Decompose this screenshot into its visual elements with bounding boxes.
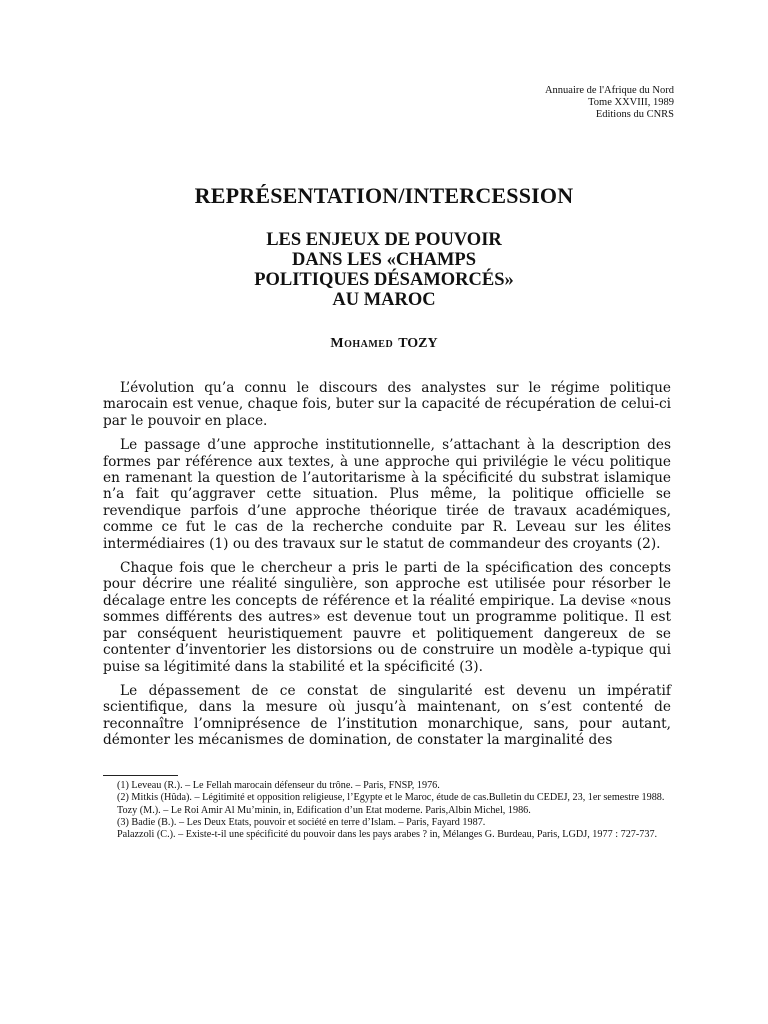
article-title: REPRÉSENTATION/INTERCESSION (194, 183, 574, 208)
footnote-divider (103, 775, 178, 776)
author-first-name: Mohamed (330, 336, 394, 351)
body-paragraph: Chaque fois que le chercheur a pris le parti de la spécification des concepts pour décrire une réalité singulière, son approche est utilisée pour résorber le décalage entre les concepts de référence et la réalité empirique. La devise «nous sommes différents des autres» est devenue tout un programme politique. Il est par conséquent heuristiquement pauvre et politiquement dangereux de se contenter d’inventorier les distorsions ou de construire un modèle a-typique qui puise sa légitimité dans la stabilité et la spécificité (3). (103, 560, 671, 675)
subtitle-line: LES ENJEUX DE POUVOIR (266, 230, 502, 250)
footnote: (3) Badie (B.). – Les Deux Etats, pouvoir et société en terre d’Islam. – Paris, Fayard 1987. (117, 816, 486, 828)
footnote: Tozy (M.). – Le Roi Amir Al Mu’minin, in, Edification d’un Etat moderne. Paris,Albin Michel, 1986. (117, 804, 531, 816)
journal-header (545, 85, 674, 121)
article-body (103, 380, 671, 757)
journal-name: Annuaire de l'Afrique du Nord (544, 85, 674, 96)
article-subtitle (0, 230, 768, 310)
subtitle-line: AU MAROC (332, 290, 436, 310)
footnote: (2) Mitkis (Hûda). – Légitimité et opposition religieuse, l’Egypte et le Maroc, étude de cas.Bulletin du CEDEJ, 23, 1er semestre 1988. (117, 792, 665, 804)
journal-volume: Tome XXVIII, 1989 (588, 97, 674, 108)
body-paragraph: Le passage d’une approche institutionnelle, s’attachant à la description des formes par référence aux textes, à une approche qui privilégie le vécu politique en ramenant la question de l’autoritarisme à la spécificité du substrat islamique n’a fait qu’aggraver cette situation. Plus même, la politique officielle se revendique parfois d’une approche théorique tirée de travaux académiques, comme ce fut le cas de la recherche conduite par R. Leveau sur les élites intermédiaires (1) ou des travaux sur le statut de commandeur des croyants (2). (103, 437, 671, 552)
footnote: Palazzoli (C.). – Existe-t-il une spécificité du pouvoir dans les pays arabes ? in, Mélanges G. Burdeau, Paris, LGDJ, 1977 : 727-737. (117, 829, 658, 841)
subtitle-line: POLITIQUES DÉSAMORCÉS» (254, 270, 514, 290)
subtitle-line: DANS LES «CHAMPS (292, 250, 476, 270)
author-name (0, 336, 768, 352)
journal-publisher: Editions du CNRS (595, 109, 674, 120)
body-paragraph: L’évolution qu’a connu le discours des analystes sur le régime politique marocain est venue, chaque fois, buter sur la capacité de récupération de celui-ci par le pouvoir en place. (103, 380, 671, 429)
body-paragraph: Le dépassement de ce constat de singularité est devenu un impératif scientifique, dans la mesure où jusqu’à maintenant, on s’est contenté de reconnaître l’omniprésence de l’institution monarchique, sans, pour autant, démonter les mécanismes de domination, de constater la marginalité des (103, 682, 671, 749)
author-last-name: TOZY (398, 336, 438, 351)
footnotes (103, 780, 673, 841)
footnote: (1) Leveau (R.). – Le Fellah marocain défenseur du trône. – Paris, FNSP, 1976. (117, 780, 440, 791)
